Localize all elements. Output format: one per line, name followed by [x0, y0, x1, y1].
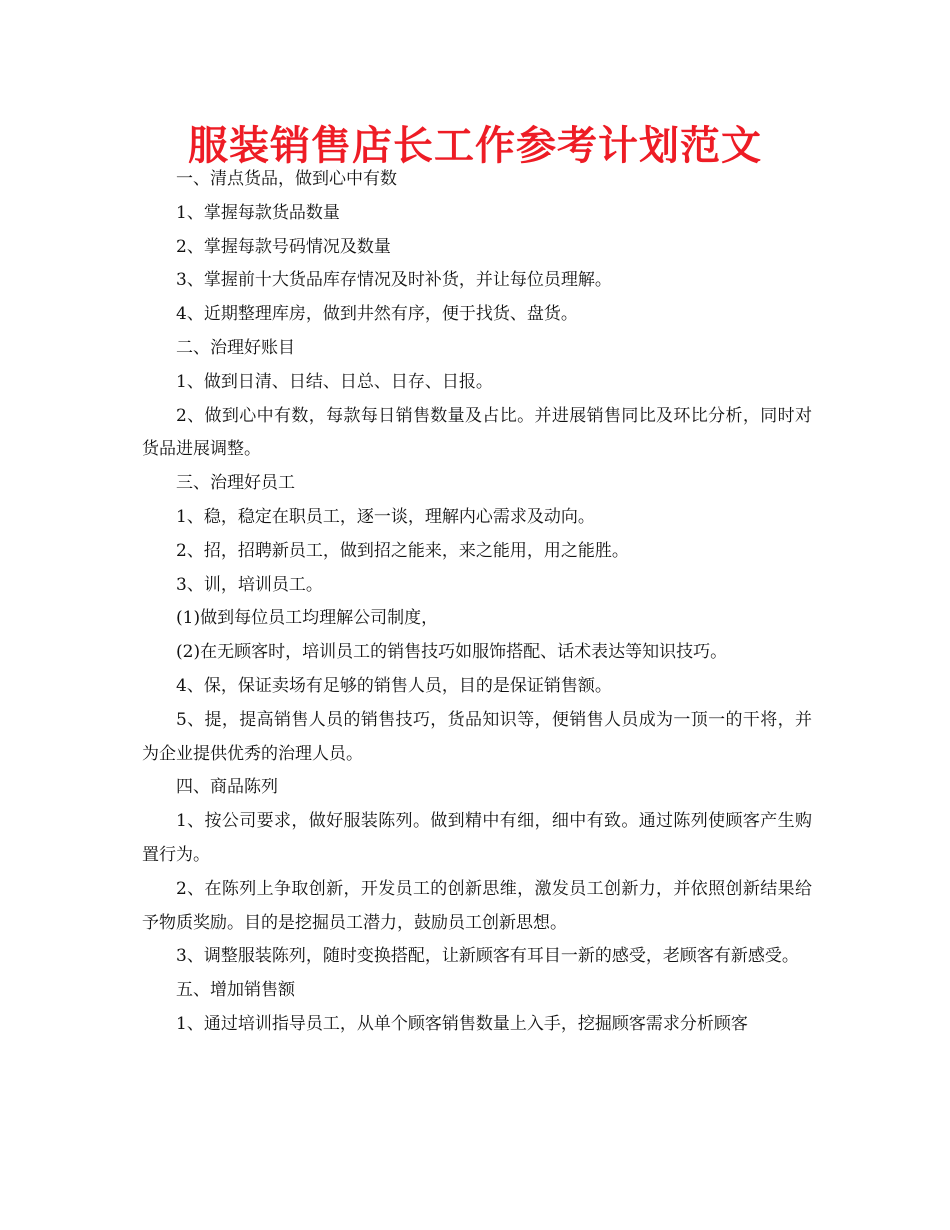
sub-list-item: (2)在无顾客时，培训员工的销售技巧如服饰搭配、话术表达等知识技巧。 [176, 642, 728, 663]
list-item: 3、掌握前十大货品库存情况及时补货，并让每位员理解。 [176, 270, 612, 291]
list-item: 5、提，提高销售人员的销售技巧，货品知识等，便销售人员成为一顶一的干将，并为企业提供优秀的治理人员。 [142, 709, 812, 764]
section-heading: 四、商品陈列 [176, 777, 278, 798]
list-item: 3、调整服装陈列，随时变换搭配，让新顾客有耳目一新的感受，老顾客有新感受。 [176, 946, 799, 967]
list-item: 2、在陈列上争取创新，开发员工的创新思维，激发员工创新力，并依照创新结果给予物质奖励。目的是挖掘员工潜力，鼓励员工创新思想。 [142, 878, 812, 933]
section-heading: 二、治理好账目 [176, 337, 295, 358]
list-item: 2、掌握每款号码情况及数量 [176, 236, 391, 257]
document-body [142, 163, 812, 1042]
section-heading: 五、增加销售额 [176, 980, 295, 1001]
list-item: 2、招，招聘新员工，做到招之能来，来之能用，用之能胜。 [176, 540, 629, 561]
list-item: 1、做到日清、日结、日总、日存、日报。 [176, 371, 493, 392]
list-item: 1、通过培训指导员工，从单个顾客销售数量上入手，挖掘顾客需求分析顾客 [176, 1013, 748, 1034]
section-heading: 一、清点货品，做到心中有数 [176, 169, 397, 189]
list-item: 2、做到心中有数，每款每日销售数量及占比。并进展销售同比及环比分析，同时对货品进展调整。 [142, 405, 812, 460]
sub-list-item: (1)做到每位员工均理解公司制度， [176, 608, 439, 629]
section-heading: 三、治理好员工 [176, 473, 295, 494]
list-item: 4、保，保证卖场有足够的销售人员，目的是保证销售额。 [176, 675, 612, 696]
list-item: 3、训，培训员工。 [176, 574, 323, 595]
list-item: 1、稳，稳定在职员工，逐一谈，理解内心需求及动向。 [176, 506, 595, 527]
list-item: 1、掌握每款货品数量 [176, 202, 340, 223]
document-title: 服装销售店长工作参考计划范文 [188, 123, 762, 169]
list-item: 4、近期整理库房，做到井然有序，便于找货、盘货。 [176, 304, 578, 325]
list-item: 1、按公司要求，做好服装陈列。做到精中有细，细中有致。通过陈列使顾客产生购置行为。 [142, 811, 812, 865]
